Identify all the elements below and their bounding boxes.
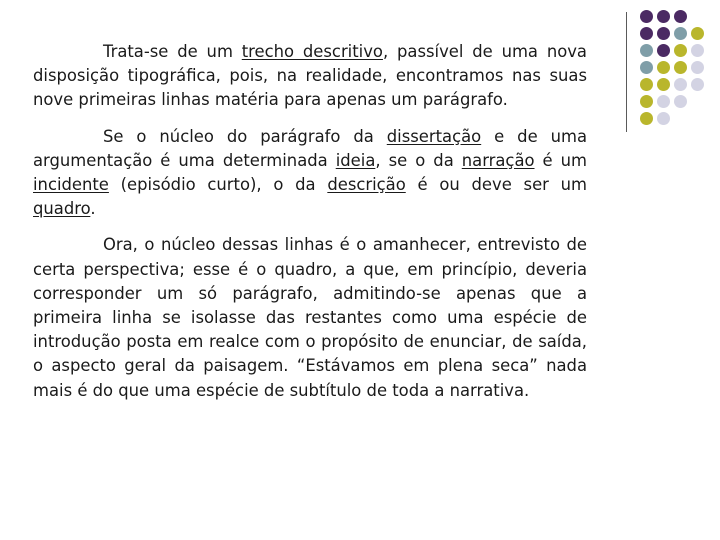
text-segment: e de uma argumentação é uma determinada: [33, 126, 588, 170]
decorative-dot: [657, 112, 670, 125]
decorative-dot: [691, 44, 704, 57]
decorative-dot: [691, 112, 704, 125]
text-segment: , se o da: [375, 150, 462, 170]
decorative-dot: [657, 27, 670, 40]
decorative-dot: [640, 61, 653, 74]
decorative-dot: [691, 27, 704, 40]
body-text: [33, 40, 587, 415]
decorative-dot: [640, 27, 653, 40]
decorative-dot: [674, 112, 687, 125]
decorative-dot: [657, 44, 670, 57]
decorative-dot-grid: [640, 10, 704, 125]
decorative-dot: [640, 44, 653, 57]
underlined-term: ideia: [335, 150, 376, 170]
decorative-dot: [674, 27, 687, 40]
underlined-term: quadro: [33, 199, 91, 219]
underlined-term: dissertação: [386, 126, 482, 146]
underlined-term: descrição: [327, 175, 406, 195]
paragraph-1: [33, 40, 587, 113]
decorative-dot: [691, 10, 704, 23]
divider-line: [626, 12, 627, 132]
decorative-dot: [674, 78, 687, 91]
text-segment: Ora, o núcleo dessas linhas é o amanhecer, entrevisto de certa perspectiva; esse é o quadro, a que, em princípio, deveria corresponder um só parágrafo, admitindo-se apenas que a primeira linha se isolasse das restantes como uma espécie de introdução posta em realce com o propósito de enunciar, de saída, o aspecto geral da paisagem. “Estávamos em plena seca” nada mais é do que uma espécie de subtítulo de toda a narrativa.: [33, 235, 587, 400]
text-segment: Se o núcleo do parágrafo da: [103, 126, 387, 146]
decorative-dot: [640, 78, 653, 91]
underlined-term: trecho descritivo: [241, 42, 383, 61]
text-segment: é ou deve ser um: [405, 175, 587, 195]
decorative-dot: [657, 10, 670, 23]
text-segment: é um: [534, 150, 587, 170]
decorative-dot: [640, 95, 653, 108]
text-segment: (episódio curto), o da: [108, 175, 328, 195]
decorative-dot: [640, 112, 653, 125]
underlined-term: narração: [461, 150, 535, 170]
paragraph-2: [33, 125, 587, 222]
decorative-dot: [640, 10, 653, 23]
decorative-dot: [691, 95, 704, 108]
paragraph-3: [33, 233, 587, 402]
decorative-dot: [691, 61, 704, 74]
decorative-dot: [674, 61, 687, 74]
underlined-term: incidente: [33, 175, 109, 195]
decorative-dot: [691, 78, 704, 91]
text-segment: , passível de uma nova disposição tipográfica, pois, na realidade, encontramos nas suas nove primeiras linhas matéria para apenas um parágrafo.: [33, 42, 587, 110]
text-segment: .: [90, 199, 96, 219]
decorative-dot: [657, 78, 670, 91]
decorative-dot: [657, 95, 670, 108]
decorative-dot: [657, 61, 670, 74]
decorative-dot: [674, 95, 687, 108]
decorative-dot: [674, 10, 687, 23]
text-segment: Trata-se de um: [103, 42, 242, 61]
decorative-dot: [674, 44, 687, 57]
